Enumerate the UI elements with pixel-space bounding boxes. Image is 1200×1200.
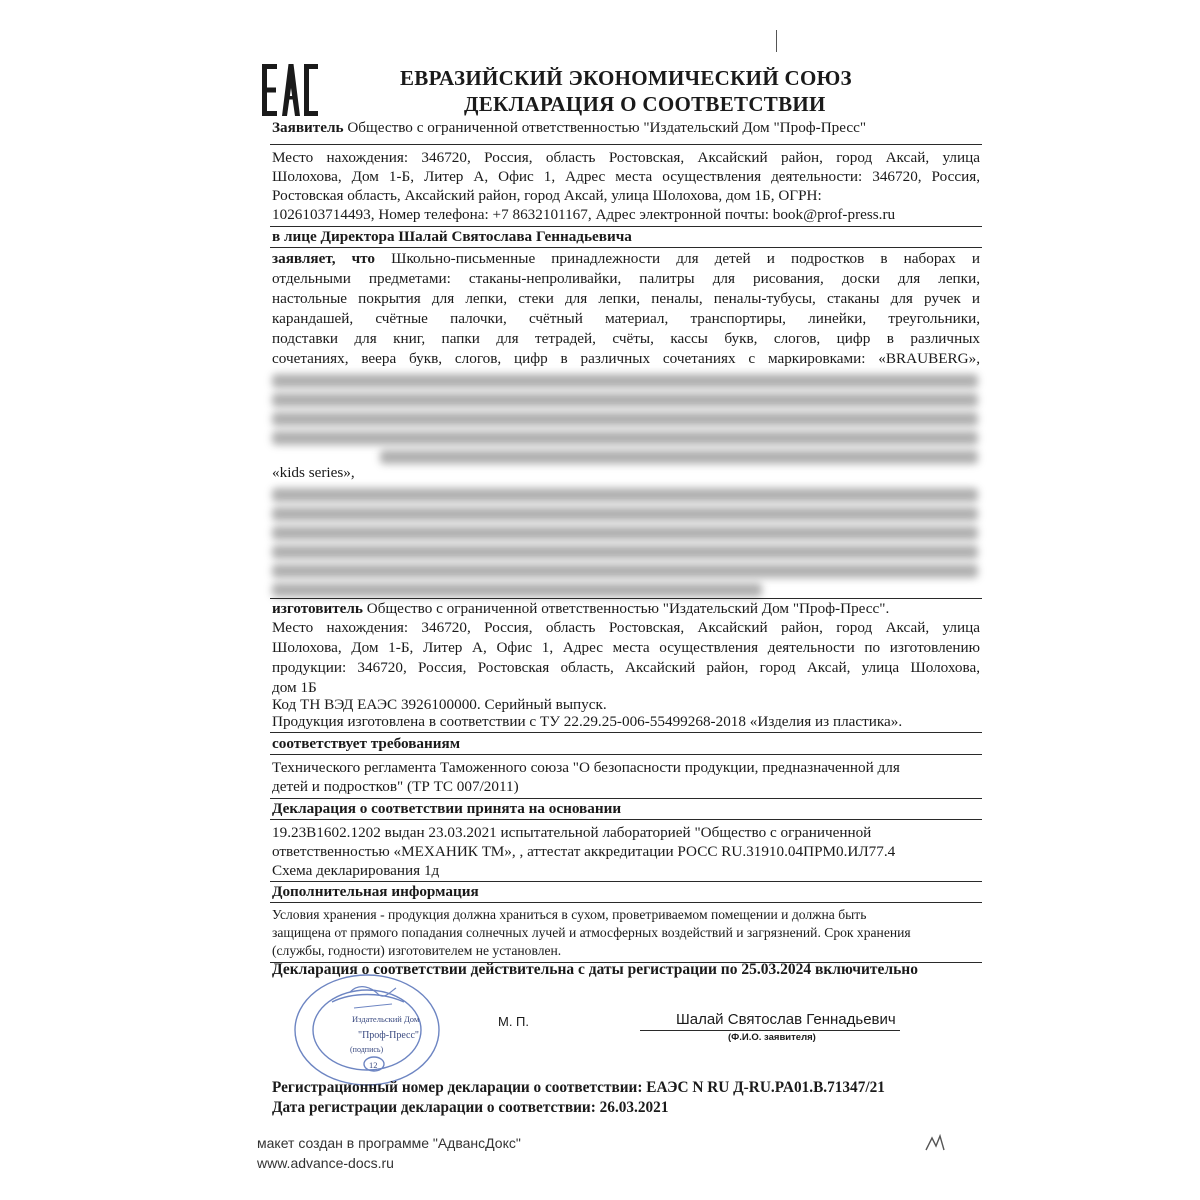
divider	[270, 598, 982, 599]
manufacturer-line: Место нахождения: 346720, Россия, область Ростовская, Аксайский район, город Аксай, улица	[272, 619, 980, 636]
footer-url: www.advance-docs.ru	[257, 1155, 394, 1171]
validity-statement: Декларация о соответствии действительна с даты регистрации по 25.03.2024 включительно	[272, 961, 918, 978]
divider	[270, 819, 982, 820]
applicant-address-line: Место нахождения: 346720, Россия, область Ростовская, Аксайский район, город Аксай, улица	[272, 149, 980, 166]
divider	[270, 754, 982, 755]
product-tu: Продукция изготовлена в соответствии с ТУ 22.29.25-006-55499268-2018 «Изделия из пластика».	[272, 713, 903, 730]
signature-line	[640, 1030, 900, 1031]
divider	[270, 144, 982, 145]
title-declaration: ДЕКЛАРАЦИЯ О СООТВЕТСТВИИ	[464, 92, 826, 116]
applicant-address-line: Ростовская область, Аксайский район, город Аксай, улица Шолохова, дом 1Б, ОГРН:	[272, 187, 822, 204]
manufacturer-row	[272, 600, 889, 618]
stamp-text: "Проф-Пресс"	[358, 1030, 419, 1041]
stamp-text: Издательский Дом	[352, 1014, 420, 1024]
divider	[270, 902, 982, 903]
divider	[270, 247, 982, 248]
eac-logo-icon	[262, 62, 318, 118]
kids-series-label: «kids series»,	[272, 464, 355, 481]
footer-line: макет создан в программе "АдвансДокс"	[257, 1135, 521, 1151]
declares-line: сочетаниях, веера букв, слогов, цифр в различных сочетаниях с маркировками: «BRAUBERG»,	[272, 350, 980, 367]
manufacturer-name: Общество с ограниченной ответственностью "Издательский Дом "Проф-Пресс".	[362, 600, 890, 617]
requirements-line: Технического регламента Таможенного союза "О безопасности продукции, предназначенной для	[272, 759, 900, 776]
applicant-address-line: 1026103714493, Номер телефона: +7 8632101167, Адрес электронной почты: book@prof-press.ru	[272, 206, 896, 223]
requirements-line: детей и подростков" (ТР ТС 007/2011)	[272, 778, 519, 795]
applicant-label: Заявитель	[272, 119, 344, 136]
basis-line: ответственностью «МЕХАНИК ТМ», , аттестат аккредитации РОСС RU.31910.04ПРМ0.ИЛ77.4	[272, 843, 896, 860]
declares-line: карандашей, счётные палочки, счётный материал, транспортиры, линейки, треугольники,	[272, 310, 980, 327]
additional-line: Условия хранения - продукция должна храниться в сухом, проветриваемом помещении и должна быть	[272, 907, 867, 922]
manufacturer-line: Шолохова, Дом 1-Б, Литер А, Офис 1, Адрес места осуществления деятельности по изготовлению	[272, 639, 980, 656]
additional-line: защищена от прямого попадания солнечных лучей и атмосферных воздействий и загрязнений. Срок хранения	[272, 925, 911, 940]
declares-line: подставки для книг, папки для тетрадей, счёты, кассы букв, слогов, цифр в различных	[272, 330, 980, 347]
basis-line: 19.23В1602.1202 выдан 23.03.2021 испытательной лабораторией "Общество с ограниченной	[272, 824, 872, 841]
applicant-address-line: Шолохова, Дом 1-Б, Литер А, Офис 1, Адрес места осуществления деятельности: 346720, Россия,	[272, 168, 980, 185]
declares-label: заявляет, что	[272, 250, 376, 267]
declares-line: настольные покрытия для лепки, стеки для лепки, пеналы, пеналы-тубусы, стаканы для ручек и	[272, 290, 980, 307]
additional-line: (службы, годности) изготовителем не установлен.	[272, 943, 562, 958]
company-seal-icon	[292, 972, 442, 1088]
declares-line: отдельными предметами: стаканы-непроливайки, палитры для рисования, доски для лепки,	[272, 270, 980, 287]
divider	[270, 732, 982, 733]
registration-number: Регистрационный номер декларации о соответствии: ЕАЭС N RU Д-RU.PA01.B.71347/21	[272, 1079, 885, 1096]
declares-line: заявляет, что Школьно-письменные принадлежности для детей и подростков в наборах и	[272, 250, 980, 267]
signer-name-caption: (Ф.И.О. заявителя)	[728, 1032, 816, 1043]
title-union: ЕВРАЗИЙСКИЙ ЭКОНОМИЧЕСКИЙ СОЮЗ	[400, 66, 852, 90]
stamp-number: 12	[369, 1060, 378, 1070]
divider	[270, 226, 982, 227]
margin-mark	[776, 30, 777, 52]
applicant-row	[272, 119, 866, 137]
manufacturer-line: продукции: 346720, Россия, Ростовская область, Аксайский район, город Аксай, улица Шолохова,	[272, 659, 980, 676]
manufacturer-line: дом 1Б	[272, 679, 317, 696]
requirements-label: соответствует требованиям	[272, 735, 461, 752]
applicant-name: Общество с ограниченной ответственностью "Издательский Дом "Проф-Пресс"	[343, 119, 867, 136]
additional-label: Дополнительная информация	[272, 883, 479, 900]
basis-label: Декларация о соответствии принята на основании	[272, 800, 622, 817]
manufacturer-label: изготовитель	[272, 600, 363, 617]
signer-name: Шалай Святослав Геннадьевич	[676, 1011, 896, 1028]
stamp-sign-label: (подпись)	[350, 1045, 384, 1054]
registration-date: Дата регистрации декларации о соответствии: 26.03.2021	[272, 1099, 669, 1116]
stamp-place-label: М. П.	[498, 1014, 530, 1029]
basis-line: Схема декларирования 1д	[272, 862, 440, 879]
divider	[270, 798, 982, 799]
divider	[270, 881, 982, 882]
advance-docs-mark-icon	[924, 1134, 946, 1152]
applicant-representative: в лице Директора Шалай Святослава Геннадьевича	[272, 228, 632, 245]
product-code: Код ТН ВЭД ЕАЭС 3926100000. Серийный выпуск.	[272, 696, 607, 713]
